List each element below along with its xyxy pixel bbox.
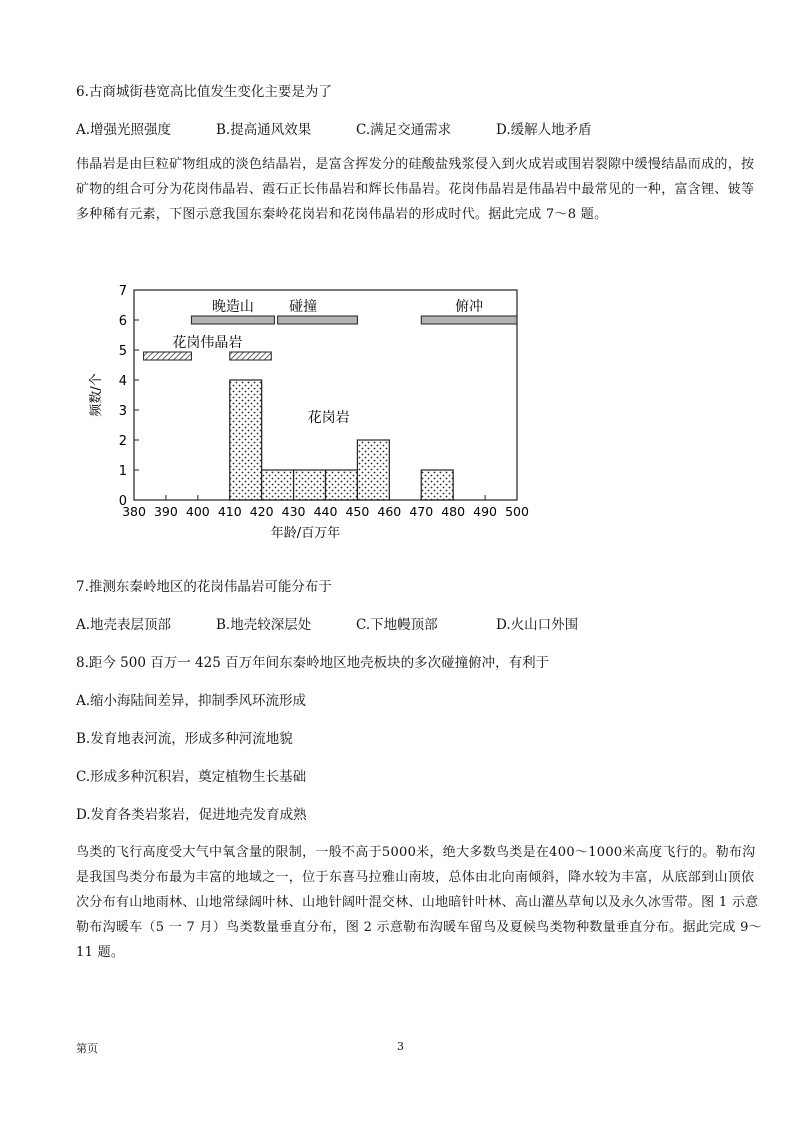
histogram-bars <box>230 380 453 500</box>
y-tick-label: 6 <box>118 314 127 329</box>
x-tick-label: 480 <box>441 504 466 519</box>
event-label: 碰撞 <box>289 299 318 315</box>
q7-option-c: C.下地幔顶部 <box>356 617 438 633</box>
x-tick-label: 400 <box>185 504 210 519</box>
x-tick-label: 390 <box>153 504 178 519</box>
y-tick-label: 7 <box>118 284 127 299</box>
x-tick-label: 440 <box>313 504 338 519</box>
x-tick-label: 430 <box>281 504 306 519</box>
x-tick-label: 500 <box>505 504 529 519</box>
y-tick-label: 5 <box>118 344 127 359</box>
event-label: 俯冲 <box>455 299 484 315</box>
histogram-bar <box>294 470 326 500</box>
y-tick-label: 2 <box>118 434 127 449</box>
histogram-bar <box>357 440 389 500</box>
histogram-bar <box>326 470 358 500</box>
x-tick-label: 380 <box>122 504 146 519</box>
event-bar <box>278 316 358 324</box>
q8-option-a: A.缩小海陆间差异，抑制季风环流形成 <box>76 693 307 709</box>
q6-option-d: D.缓解人地矛盾 <box>496 122 592 138</box>
y-axis-label <box>88 373 104 416</box>
page-number: 3 <box>397 1040 404 1053</box>
q6-stem: 6.古商城街巷宽高比值发生变化主要是为了 <box>76 84 332 100</box>
x-tick-label: 450 <box>345 504 370 519</box>
pegmatite-range-bar <box>230 352 271 360</box>
y-tick-label: 1 <box>118 464 127 479</box>
footer-label: 第页 <box>76 1042 98 1055</box>
formation-age-chart <box>76 276 536 548</box>
intro-7-8: 伟晶岩是由巨粒矿物组成的淡色结晶岩，是富含挥发分的硅酸盐残浆侵入到火成岩或围岩裂隙中缓慢结晶而成的，按矿物的组合可分为花岗伟晶岩、霞石正长伟晶岩和辉长伟晶岩。花岗伟晶岩是伟晶岩中最常见的一种，富含锂、铍等多种稀有元素，下图示意我国东秦岭花岗岩和花岗伟晶岩的形成时代。据此完成 7～8 题。 <box>76 157 755 222</box>
x-tick-label: 490 <box>473 504 498 519</box>
q6-option-b: B.提高通风效果 <box>216 122 312 138</box>
histogram-bar <box>421 470 453 500</box>
q8-option-c: C.形成多种沉积岩，奠定植物生长基础 <box>76 769 307 785</box>
q8-option-d: D.发育各类岩浆岩，促进地壳发育成熟 <box>76 807 307 823</box>
pegmatite-bars <box>144 334 272 360</box>
event-label: 晚造山 <box>211 299 254 315</box>
event-bar <box>421 316 517 324</box>
q6-option-a: A.增强光照强度 <box>76 122 172 138</box>
q7-option-a: A.地壳表层顶部 <box>76 617 172 633</box>
x-tick-label: 460 <box>377 504 402 519</box>
histogram-bar <box>230 380 262 500</box>
event-bar <box>191 316 274 324</box>
x-tick-label: 420 <box>249 504 274 519</box>
q6-option-c: C.满足交通需求 <box>356 122 452 138</box>
x-tick-label: 470 <box>409 504 434 519</box>
granite-label: 花岗岩 <box>307 410 350 426</box>
y-tick-label: 4 <box>118 374 127 389</box>
tectonic-event-bars <box>191 298 517 324</box>
y-tick-label: 0 <box>118 494 127 509</box>
q7-option-d: D.火山口外围 <box>496 617 579 633</box>
pegmatite-label: 花岗伟晶岩 <box>172 335 243 351</box>
histogram-bar <box>262 470 294 500</box>
q8-option-b: B.发育地表河流，形成多种河流地貌 <box>76 731 293 747</box>
q7-option-b: B.地壳较深层处 <box>216 617 312 633</box>
x-tick-label: 410 <box>217 504 242 519</box>
q8-stem: 8.距今 500 百万一 425 百万年间东秦岭地区地壳板块的多次碰撞俯冲，有利于 <box>76 655 550 671</box>
intro-9-11: 鸟类的飞行高度受大气中氧含量的限制，一般不高于5000米，绝大多数鸟类是在400～1000米高度飞行的。勒布沟是我国鸟类分布最为丰富的地域之一，位于东喜马拉雅山南坡，总体由北向南倾斜，降水较为丰富，从底部到山顶依次分布有山地雨林、山地常绿阔叶林、山地针阔叶混交林、山地暗针叶林、高山灌丛草甸以及永久冰雪带。图 1 示意勒布沟暖车（5 一 7 月）鸟类数量垂直分布，图 2 示意勒布沟暖车留鸟及夏候鸟类物种数量垂直分布。据此完成 9～11 题。 <box>76 845 762 960</box>
x-axis-title: 年龄/百万年 <box>270 526 341 541</box>
q7-stem: 7.推测东秦岭地区的花岗伟晶岩可能分布于 <box>76 579 332 595</box>
y-axis-title: 频数/个 <box>89 373 104 417</box>
y-tick-label: 3 <box>118 404 127 419</box>
pegmatite-range-bar <box>144 352 192 360</box>
